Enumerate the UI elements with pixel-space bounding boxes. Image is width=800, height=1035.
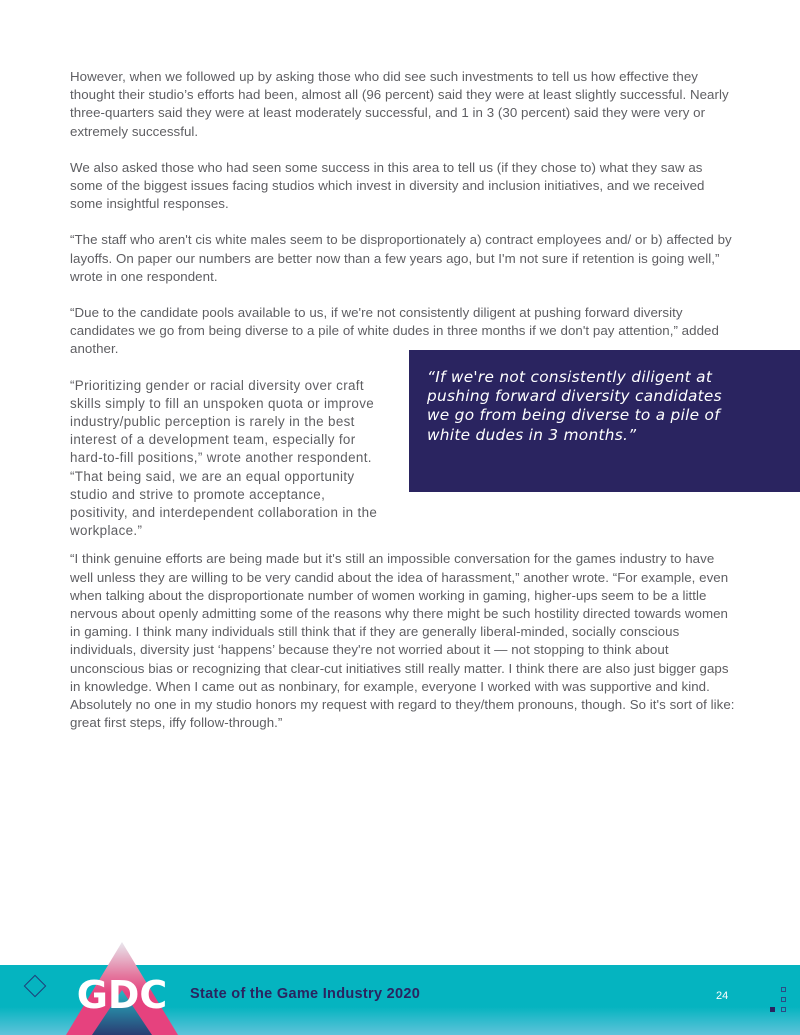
paragraph-quote-retention: “The staff who aren't cis white males seem to be disproportionately a) contract employees and/ or b) affected by layoffs. On paper our numbers are better now than a few years ago, but I'm not sure if retention is going well,” wrote in one respondent. <box>70 232 732 284</box>
svg-text:GDC: GDC <box>76 973 168 1017</box>
page-number: 24 <box>716 990 729 1002</box>
paragraph-effectiveness: However, when we followed up by asking those who did see such investments to tell us how effective they thought their studio’s efforts had been, almost all (96 percent) said they were at least slightly successful. Nearly three-quarters said they were at least moderately successful, and 1 in 3 (30 percent) said they were very or extremely successful. <box>70 69 729 139</box>
paragraph-quote-candidate-pools: “Due to the candidate pools available to us, if we're not consistently diligent at pushing forward diversity candidates we go from being diverse to a pile of white dudes in three months if we don't pay attention,” added another. <box>70 305 719 357</box>
pull-quote-callout <box>409 350 800 492</box>
diamond-icon <box>24 975 47 998</box>
paragraph-issues-intro: We also asked those who had seen some success in this area to tell us (if they chose to) what they saw as some of the biggest issues facing studios which invest in diversity and inclusion initiatives, and we received some insightful responses. <box>70 159 705 212</box>
gdc-logo-icon <box>66 942 178 1035</box>
paragraph-quote-harassment: “I think genuine efforts are being made but it's still an impossible conversation for the games industry to have well unless they are willing to be very candid about the idea of harassment,” another wrote. “For example, even when talking about the disproportionate number of women working in gaming, higher-ups seem to be a little nervous about openly admitting some of the reasons why there might be such hostility directed towards women in gaming. I think many individuals still think that if they are generally liberal-minded, socially conscious individuals, diversity just ‘happens’ because they're not worried about it — not stopping to think about unconscious bias or recognizing that clear-cut initiatives still really matter. I think there are also just bigger gaps in knowledge. When I came out as nonbinary, for example, everyone I worked with was supportive and kind. Absolutely no one in my studio honors my request with regard to they/them pronouns, though. So it's sort of like: great first steps, iffy follow-through.” <box>70 551 735 731</box>
report-title: State of the Game Industry 2020 <box>190 986 421 1002</box>
paragraph-quote-prioritizing: “Prioritizing gender or racial diversity over craft skills simply to fill an unspoken quota or improve industry/public perception is rarely in the best interest of a development team, especially for hard-to-fill positions,” wrote another respondent. “That being said, we are an equal opportunity studio and strive to promote acceptance, positivity, and interdependent collaboration in the workplace.” <box>70 377 378 539</box>
pull-quote-text: “If we're not consistently diligent at pushing forward diversity candidates we go from being diverse to a pile of white dudes in 3 months.” <box>427 368 722 444</box>
